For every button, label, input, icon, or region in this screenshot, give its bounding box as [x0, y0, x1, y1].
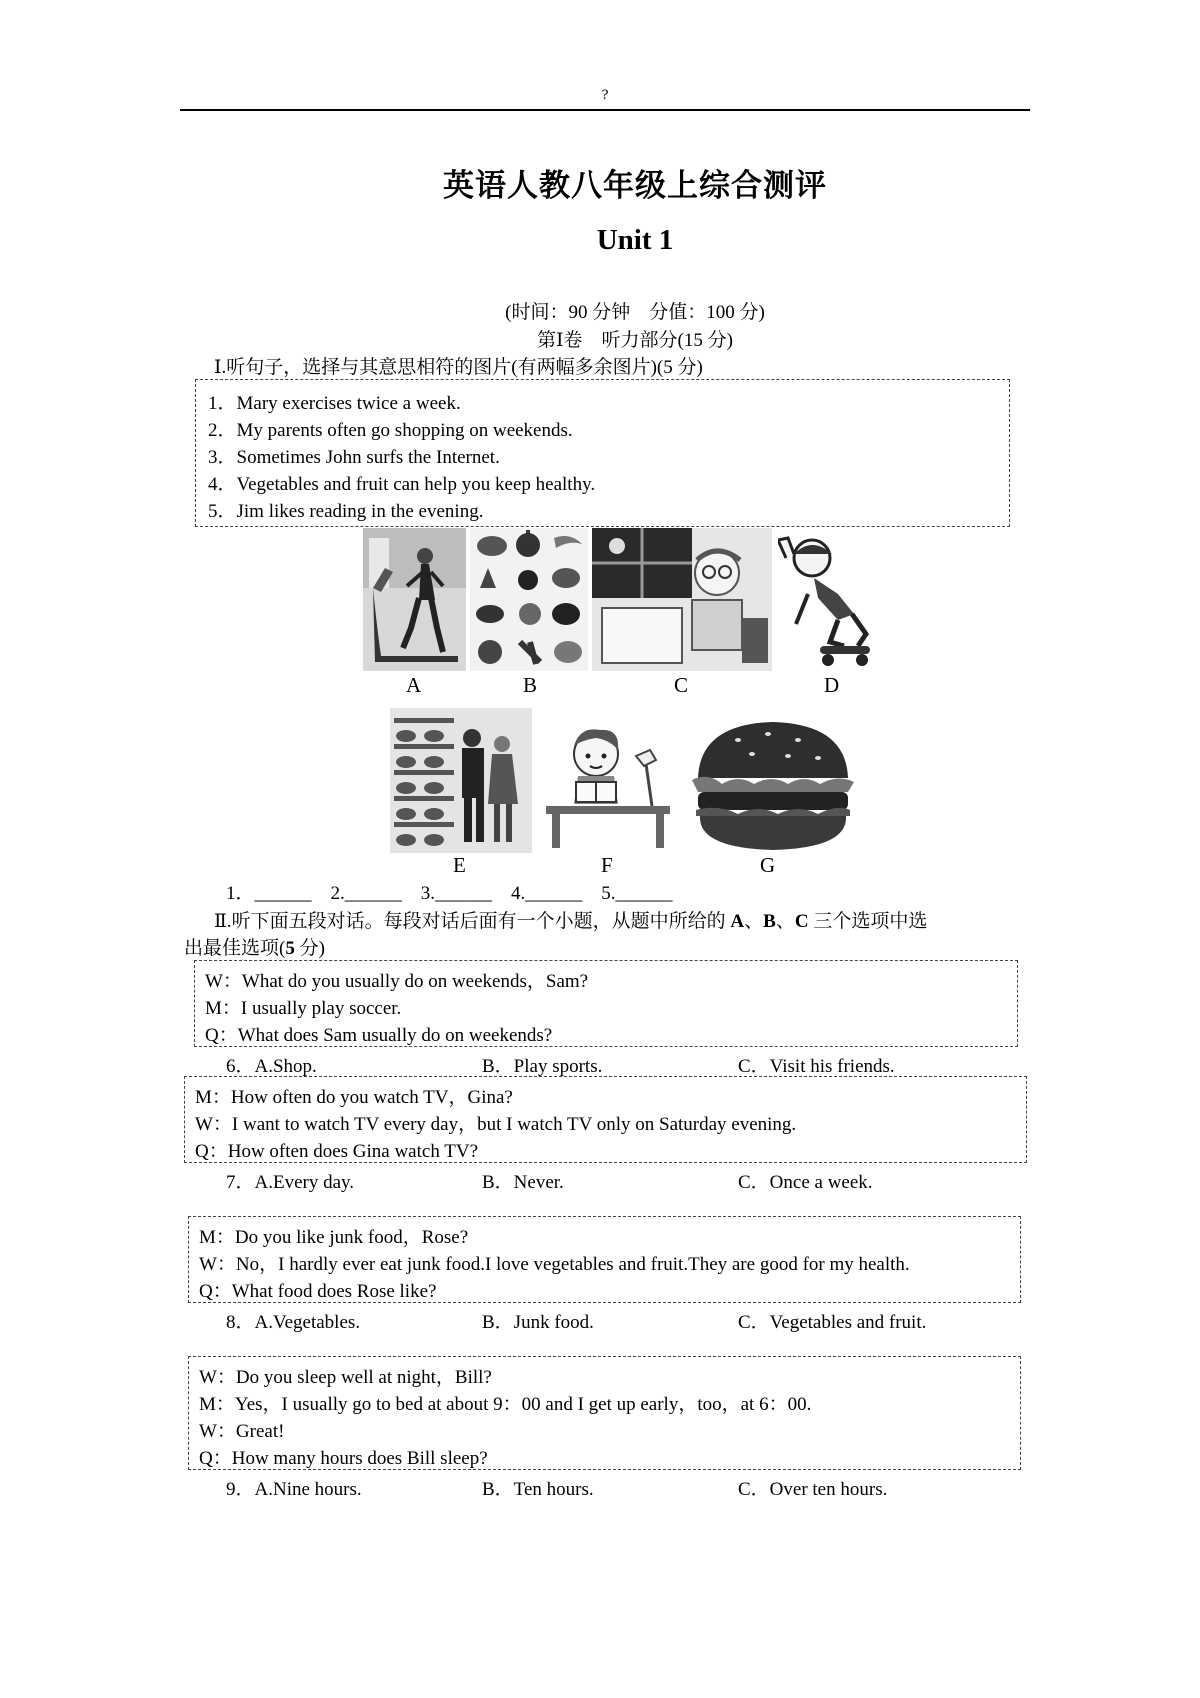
- unit-title: Unit 1: [596, 224, 674, 256]
- dialogue-line: Q：How many hours does Bill sleep?: [199, 1448, 488, 1469]
- dialogue-line: Q：What does Sam usually do on weekends?: [205, 1025, 553, 1046]
- dialogue-line: W：I want to watch TV every day，but I watch TV only on Saturday evening.: [195, 1114, 797, 1135]
- boy-reading-icon: [540, 720, 675, 850]
- picture-label-c: C: [674, 673, 689, 697]
- dialogue-box-4: [188, 1356, 1021, 1470]
- boy-at-computer-icon: [592, 528, 772, 671]
- q7-option-c: C．Once a week.: [738, 1172, 873, 1193]
- dialogue-line: M：Do you like junk food，Rose?: [199, 1227, 469, 1248]
- sentence-2: 2．My parents often go shopping on weekends.: [208, 420, 573, 441]
- q7-option-b: B．Never.: [482, 1172, 564, 1193]
- q9-option-a: 9．A.Nine hours.: [226, 1479, 362, 1500]
- q6-option-b: B．Play sports.: [482, 1056, 603, 1077]
- q9-option-c: C．Over ten hours.: [738, 1479, 888, 1500]
- dialogue-line: W：What do you usually do on weekends，Sam?: [205, 971, 589, 992]
- picture-label-g: G: [760, 853, 776, 877]
- treadmill-woman-icon: [363, 528, 466, 671]
- sentence-box: [195, 379, 1010, 527]
- picture-label-e: E: [453, 853, 466, 877]
- sentence-5: 5．Jim likes reading in the evening.: [208, 501, 484, 522]
- hamburger-icon: [688, 718, 858, 853]
- picture-label-a: A: [406, 673, 422, 697]
- dialogue-line: Q：What food does Rose like?: [199, 1281, 437, 1302]
- fruits-vegetables-icon: [470, 528, 588, 671]
- q8-option-c: C．Vegetables and fruit.: [738, 1312, 927, 1333]
- picture-label-f: F: [601, 853, 613, 877]
- header-rule: [180, 109, 1030, 111]
- dialogue-line: W：Do you sleep well at night，Bill?: [199, 1367, 492, 1388]
- dialogue-line: Q：How often does Gina watch TV?: [195, 1141, 478, 1162]
- dialogue-box-3: [188, 1216, 1021, 1303]
- header-mark: ?: [601, 88, 609, 103]
- skateboard-girl-icon: [778, 534, 878, 674]
- document-title: 英语人教八年级上综合测评: [443, 168, 827, 204]
- picture-label-d: D: [824, 673, 840, 697]
- picture-label-b: B: [523, 673, 538, 697]
- q6-option-a: 6．A.Shop.: [226, 1056, 317, 1077]
- section1-heading: Ⅰ.听句子，选择与其意思相符的图片(有两幅多余图片)(5 分): [214, 357, 703, 378]
- dialogue-line: M：How often do you watch TV，Gina?: [195, 1087, 513, 1108]
- q8-option-a: 8．A.Vegetables.: [226, 1312, 361, 1333]
- dialogue-line: W：No，I hardly ever eat junk food.I love vegetables and fruit.They are good for my health.: [199, 1254, 910, 1275]
- q7-option-a: 7．A.Every day.: [226, 1172, 355, 1193]
- dialogue-line: M：Yes，I usually go to bed at about 9：00 and I get up early，too，at 6：00.: [199, 1394, 812, 1415]
- answer-blanks: 1．______ 2.______ 3.______ 4.______ 5.______: [226, 883, 673, 904]
- dialogue-box-2: [184, 1076, 1027, 1163]
- q8-option-b: B．Junk food.: [482, 1312, 594, 1333]
- dialogue-box-1: [194, 960, 1018, 1047]
- dialogue-line: W：Great!: [199, 1421, 285, 1442]
- q9-option-b: B．Ten hours.: [482, 1479, 594, 1500]
- section2-heading-line2: 出最佳选项(5 分): [184, 938, 325, 959]
- sentence-1: 1．Mary exercises twice a week.: [208, 393, 461, 414]
- shoe-shopping-couple-icon: [390, 708, 532, 853]
- sentence-4: 4．Vegetables and fruit can help you keep healthy.: [208, 474, 596, 495]
- q6-option-c: C．Visit his friends.: [738, 1056, 895, 1077]
- exam-meta: (时间：90 分钟 分值：100 分): [505, 302, 765, 323]
- part-title: 第Ⅰ卷 听力部分(15 分): [537, 330, 733, 351]
- sentence-3: 3．Sometimes John surfs the Internet.: [208, 447, 500, 468]
- dialogue-line: M：I usually play soccer.: [205, 998, 402, 1019]
- section2-heading-line1: Ⅱ.听下面五段对话。每段对话后面有一个小题，从题中所给的 A、B、C 三个选项中选: [214, 911, 928, 932]
